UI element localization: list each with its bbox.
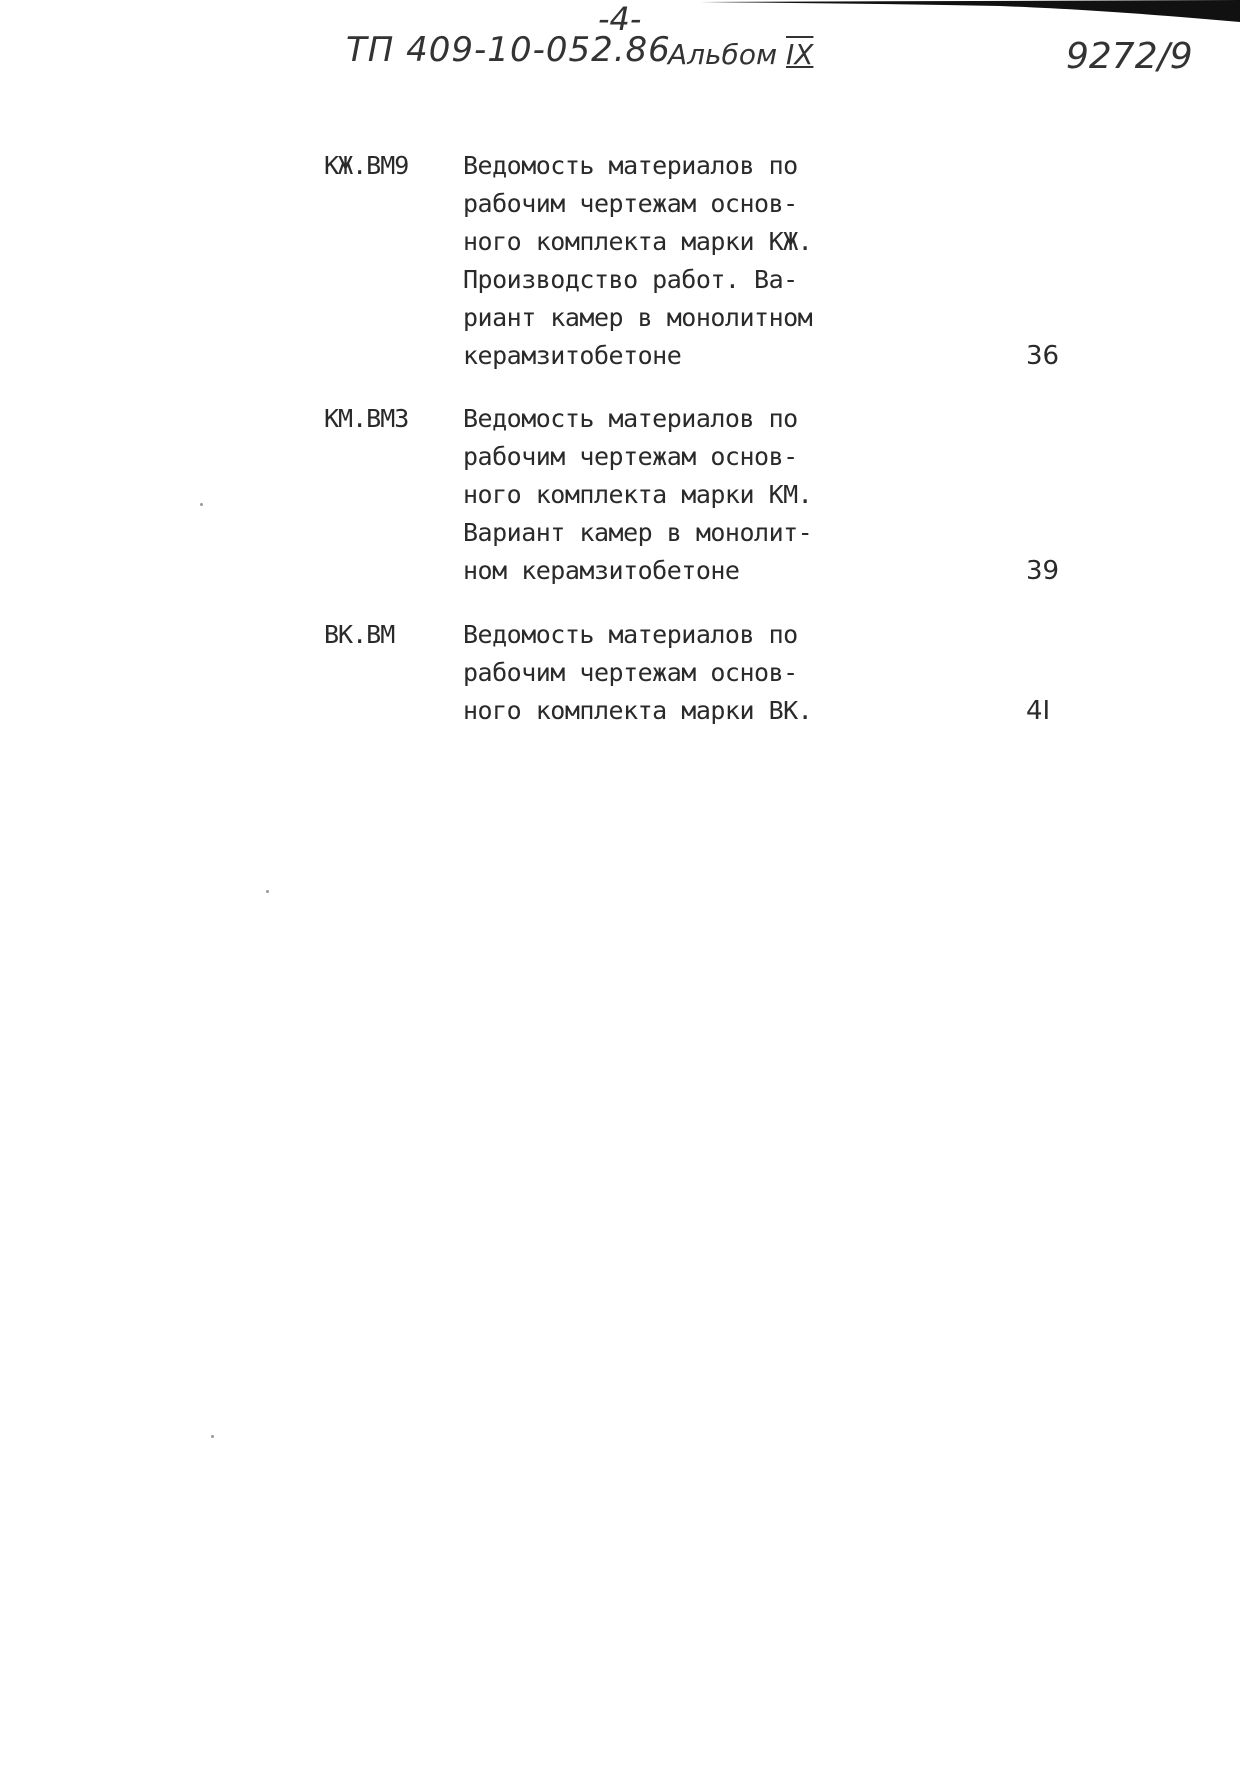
scan-speck [211,1435,214,1438]
entry-description-line: Ведомость материалов по [463,151,798,180]
entry-description [463,616,812,730]
entry-description-line: Вариант камер в монолит- [463,518,813,547]
entry-description-line: риант камер в монолитном [463,303,813,332]
scan-edge-shadow [700,0,1240,22]
sheet-reference: 9272/9 [1066,36,1193,77]
album-label [668,38,813,71]
entry-page: 39 [1026,556,1060,586]
album-number: IX [785,38,814,71]
document-code: ТП 409-10-052.86 [346,30,671,70]
entry-description [463,147,812,375]
entry-description-line: рабочим чертежам основ- [463,442,798,471]
album-word: Альбом [668,38,778,71]
entry-page: 4I [1026,696,1051,726]
entry-code: КМ.ВМ3 [324,404,409,433]
entry-description [463,400,812,590]
entry-description-line: Ведомость материалов по [463,404,798,433]
entry-description-line: рабочим чертежам основ- [463,189,798,218]
entry-description-line: ном керамзитобетоне [463,556,740,585]
entry-code: ВК.ВМ [324,620,395,649]
page-number: -4- [598,0,642,38]
entry-description-line: ного комплекта марки КЖ. [463,227,813,256]
entry-description-line: ного комплекта марки ВК. [463,696,813,725]
entry-description-line: ного комплекта марки КМ. [463,480,813,509]
scan-speck [200,503,203,506]
entry-page: 36 [1026,341,1060,371]
entry-code: КЖ.ВМ9 [324,151,409,180]
entry-description-line: Ведомость материалов по [463,620,798,649]
entry-description-line: рабочим чертежам основ- [463,658,798,687]
entry-description-line: керамзитобетоне [463,341,682,370]
scan-speck [266,890,269,893]
entry-description-line: Производство работ. Ва- [463,265,798,294]
